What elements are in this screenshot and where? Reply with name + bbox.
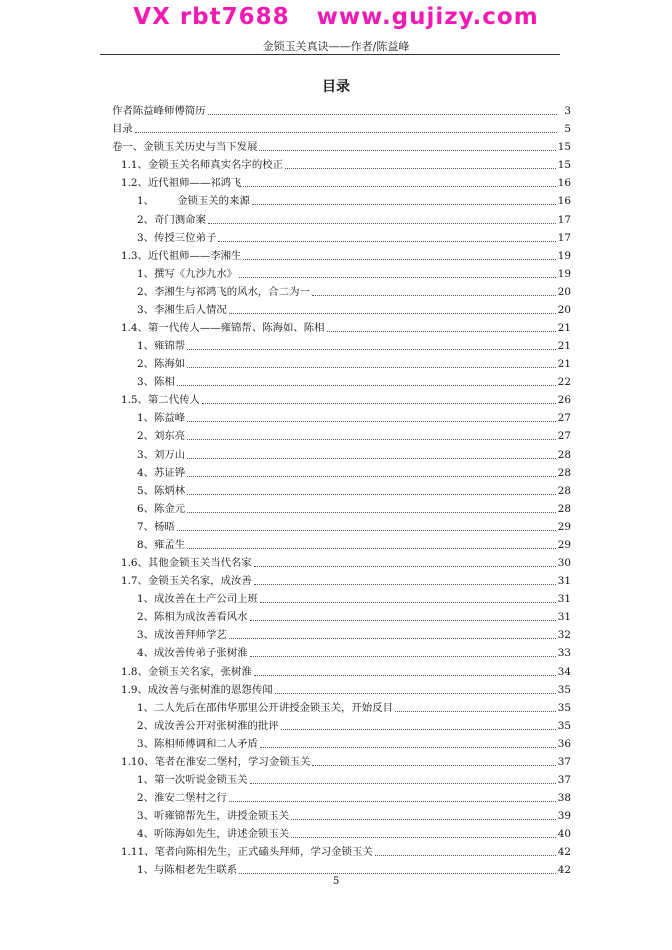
toc-entry-title: 1.7、金锁玉关名家，成汝善 <box>121 575 252 588</box>
dot-leader <box>259 150 555 151</box>
toc-entry[interactable] <box>112 371 571 389</box>
toc-entry-title: 3、听雍锦帮先生，讲授金锁玉关 <box>137 810 290 823</box>
toc-entry[interactable] <box>112 407 571 425</box>
toc-entry-page: 15 <box>557 159 571 172</box>
toc-entry-title: 2、刘东亮 <box>137 430 186 443</box>
toc-entry[interactable] <box>112 642 571 660</box>
toc-entry-page: 36 <box>557 737 571 750</box>
dot-leader <box>250 620 556 621</box>
toc-entry-title: 1.9、成汝善与张树淮的恩怨传闻 <box>121 683 273 696</box>
dot-leader <box>285 168 556 169</box>
toc-entry-page: 21 <box>557 340 571 353</box>
toc-entry-page: 42 <box>557 864 571 877</box>
toc-entry[interactable] <box>112 245 571 263</box>
dot-leader <box>229 801 556 802</box>
toc-entry[interactable] <box>112 624 571 642</box>
toc-entry-page: 40 <box>557 828 571 841</box>
toc-entry-page: 19 <box>557 267 571 280</box>
toc-entry-page: 42 <box>557 846 571 859</box>
toc-entry-title: 1.11、笔者向陈相先生，正式磕头拜师，学习金锁玉关 <box>121 846 373 859</box>
dot-leader <box>229 638 556 639</box>
toc-entry[interactable] <box>112 660 571 678</box>
toc-entry-page: 29 <box>557 520 571 533</box>
toc-entry[interactable] <box>112 751 571 769</box>
toc-entry-page: 30 <box>557 557 571 570</box>
toc-entry-title: 8、雍孟生 <box>137 538 186 551</box>
toc-entry-title: 6、陈金元 <box>137 502 186 515</box>
toc-entry[interactable] <box>112 118 571 136</box>
dot-leader <box>395 711 556 712</box>
dot-leader <box>177 385 556 386</box>
toc-entry[interactable] <box>112 335 571 353</box>
toc-entry[interactable] <box>112 425 571 443</box>
dot-leader <box>291 819 556 820</box>
toc-entry-title: 1、二人先后在邵伟华那里公开讲授金锁玉关，开始反目 <box>137 701 393 714</box>
toc-entry-page: 37 <box>557 755 571 768</box>
toc-entry[interactable] <box>112 606 571 624</box>
toc-entry[interactable] <box>112 787 571 805</box>
toc-entry[interactable] <box>112 317 571 335</box>
toc-entry-page: 39 <box>557 810 571 823</box>
dot-leader <box>250 783 556 784</box>
dot-leader <box>375 855 556 856</box>
dot-leader <box>187 349 556 350</box>
dot-leader <box>243 259 555 260</box>
toc-entry-title: 2、奇门测命案 <box>137 213 206 226</box>
toc-entry-title: 1.10、笔者在淮安二堡村，学习金锁玉关 <box>121 755 311 768</box>
toc-entry[interactable] <box>112 715 571 733</box>
toc-entry-page: 34 <box>557 665 571 678</box>
dot-leader <box>187 458 556 459</box>
toc-entry[interactable] <box>112 281 571 299</box>
toc-entry-title: 1.3、近代祖师——李湘生 <box>121 249 242 262</box>
watermark-text: VX rbt7688 www.gujizy.com <box>133 4 539 30</box>
toc-entry[interactable] <box>112 299 571 317</box>
toc-entry-title: 2、陈海如 <box>137 358 186 371</box>
dot-leader <box>187 367 556 368</box>
toc-entry-title: 2、成汝善公开对张树淮的批评 <box>137 719 279 732</box>
toc-entry[interactable] <box>112 805 571 823</box>
toc-entry-title: 3、刘万山 <box>137 448 186 461</box>
page-number: 5 <box>332 876 340 887</box>
dot-leader <box>254 566 556 567</box>
toc-entry-title: 3、陈相 <box>137 376 175 389</box>
toc-entry-title: 7、杨晤 <box>137 520 175 533</box>
toc-entry-title: 1、与陈相老先生联系 <box>137 864 238 877</box>
toc-entry-page: 35 <box>557 683 571 696</box>
toc-entry-page: 19 <box>557 249 571 262</box>
toc-entry-page: 17 <box>557 213 571 226</box>
toc-entry-title: 3、陈相师傅调和二人矛盾 <box>137 737 258 750</box>
toc-entry-title: 4、苏证铧 <box>137 466 186 479</box>
toc-entry[interactable] <box>112 462 571 480</box>
toc-entry-title: 1、成汝善在土产公司上班 <box>137 593 258 606</box>
toc-entry[interactable] <box>112 841 571 859</box>
toc-entry-page: 33 <box>557 647 571 660</box>
running-head: 金锁玉关真诀——作者/陈益峰 <box>262 40 410 53</box>
dot-leader <box>252 204 556 205</box>
toc-entry[interactable] <box>112 353 571 371</box>
toc-entry-page: 28 <box>557 502 571 515</box>
dot-leader <box>260 747 556 748</box>
dot-leader <box>208 223 556 224</box>
toc-entry[interactable] <box>112 136 571 154</box>
dot-leader <box>254 584 556 585</box>
toc-entry-page: 35 <box>557 701 571 714</box>
toc-entry[interactable] <box>112 697 571 715</box>
toc-entry-title: 3、李湘生后人情况 <box>137 303 227 316</box>
dot-leader <box>260 602 556 603</box>
toc-entry-title: 1、雍锦帮 <box>137 340 186 353</box>
toc-entry-page: 21 <box>557 358 571 371</box>
toc-entry-page: 20 <box>557 285 571 298</box>
toc-entry-title: 1、 金锁玉关的来源 <box>137 195 250 208</box>
toc-entry-title: 4、听陈海如先生，讲述金锁玉关 <box>137 828 290 841</box>
dot-leader <box>187 548 556 549</box>
toc-entry-page: 32 <box>557 629 571 642</box>
toc-entry[interactable] <box>112 859 571 877</box>
toc-entry-title: 作者陈益峰师傅简历 <box>112 105 206 118</box>
toc-entry-page: 20 <box>557 303 571 316</box>
toc-entry-title: 1.8、金锁玉关名家，张树淮 <box>121 665 252 678</box>
dot-leader <box>135 132 557 133</box>
toc-entry-title: 1、撰写《九沙九水》 <box>137 267 238 280</box>
toc-entry[interactable] <box>112 498 571 516</box>
toc-entry[interactable] <box>112 263 571 281</box>
toc-entry-title: 1、第一次听说金锁玉关 <box>137 773 248 786</box>
toc-entry[interactable] <box>112 154 571 172</box>
dot-leader <box>187 512 556 513</box>
toc-entry[interactable] <box>112 100 571 118</box>
toc-entry[interactable] <box>112 588 571 606</box>
toc-entry-page: 28 <box>557 448 571 461</box>
toc-entry[interactable] <box>112 769 571 787</box>
toc-entry[interactable] <box>112 227 571 245</box>
dot-leader <box>281 729 556 730</box>
dot-leader <box>187 476 556 477</box>
toc-entry-title: 1.6、其他金锁玉关当代名家 <box>121 557 252 570</box>
dot-leader <box>239 277 556 278</box>
toc-entry-page: 35 <box>557 719 571 732</box>
toc-entry-title: 2、淮安二堡村之行 <box>137 792 227 805</box>
dot-leader <box>312 765 555 766</box>
toc-entry-title: 1.5、第二代传人 <box>121 394 200 407</box>
table-of-contents <box>112 100 571 877</box>
toc-entry-title: 4、成汝善传弟子张树淮 <box>137 647 248 660</box>
toc-entry-title: 1.4、第一代传人——雍锦帮、陈海如、陈相 <box>121 322 325 335</box>
toc-entry-title: 1、陈益峰 <box>137 412 186 425</box>
dot-leader <box>187 439 556 440</box>
toc-entry-page: 28 <box>557 466 571 479</box>
toc-entry-page: 38 <box>557 792 571 805</box>
dot-leader <box>229 313 556 314</box>
toc-entry-page: 27 <box>557 430 571 443</box>
toc-entry[interactable] <box>112 570 571 588</box>
toc-entry-page: 28 <box>557 484 571 497</box>
toc-entry-page: 17 <box>557 231 571 244</box>
toc-entry-title: 1.2、近代祖师——祁鸿飞 <box>121 177 242 190</box>
toc-entry[interactable] <box>112 552 571 570</box>
dot-leader <box>177 530 556 531</box>
toc-entry-title: 1.1、金锁玉关名师真实名字的校正 <box>121 159 283 172</box>
toc-entry[interactable] <box>112 389 571 407</box>
toc-entry-page: 5 <box>564 123 571 136</box>
dot-leader <box>202 403 556 404</box>
dot-leader <box>208 114 557 115</box>
toc-entry-page: 16 <box>557 177 571 190</box>
toc-entry[interactable] <box>112 679 571 697</box>
toc-entry[interactable] <box>112 190 571 208</box>
toc-entry-title: 卷一、金锁玉关历史与当下发展 <box>112 141 258 154</box>
toc-entry-page: 16 <box>557 195 571 208</box>
dot-leader <box>275 693 556 694</box>
toc-entry-page: 22 <box>557 376 571 389</box>
dot-leader <box>239 873 556 874</box>
toc-entry-page: 31 <box>557 611 571 624</box>
toc-entry-page: 31 <box>557 593 571 606</box>
toc-entry-page: 27 <box>557 412 571 425</box>
toc-title: 目录 <box>322 79 350 95</box>
dot-leader <box>327 331 556 332</box>
toc-entry-title: 3、传授三位弟子 <box>137 231 217 244</box>
toc-entry-title: 2、陈相为成汝善看风水 <box>137 611 248 624</box>
toc-entry-page: 3 <box>564 105 571 118</box>
dot-leader <box>250 656 556 657</box>
toc-entry-page: 31 <box>557 575 571 588</box>
toc-entry-title: 3、成汝善拜师学艺 <box>137 629 227 642</box>
dot-leader <box>312 295 556 296</box>
dot-leader <box>243 186 555 187</box>
toc-entry-title: 2、李湘生与祁鸿飞的风水，合二为一 <box>137 285 310 298</box>
toc-entry[interactable] <box>112 733 571 751</box>
toc-entry[interactable] <box>112 534 571 552</box>
toc-entry-page: 15 <box>557 141 571 154</box>
toc-entry-page: 37 <box>557 773 571 786</box>
toc-entry-page: 26 <box>557 394 571 407</box>
toc-entry-title: 5、陈炳林 <box>137 484 186 497</box>
toc-entry[interactable] <box>112 172 571 190</box>
toc-entry[interactable] <box>112 208 571 226</box>
toc-entry-page: 21 <box>557 322 571 335</box>
toc-entry-title: 目录 <box>112 123 133 136</box>
dot-leader <box>291 837 556 838</box>
toc-entry[interactable] <box>112 823 571 841</box>
toc-entry[interactable] <box>112 516 571 534</box>
toc-entry-page: 29 <box>557 538 571 551</box>
toc-entry[interactable] <box>112 480 571 498</box>
toc-entry[interactable] <box>112 443 571 461</box>
dot-leader <box>254 675 556 676</box>
dot-leader <box>187 421 556 422</box>
dot-leader <box>187 494 556 495</box>
dot-leader <box>218 241 555 242</box>
header-rule <box>100 54 560 55</box>
